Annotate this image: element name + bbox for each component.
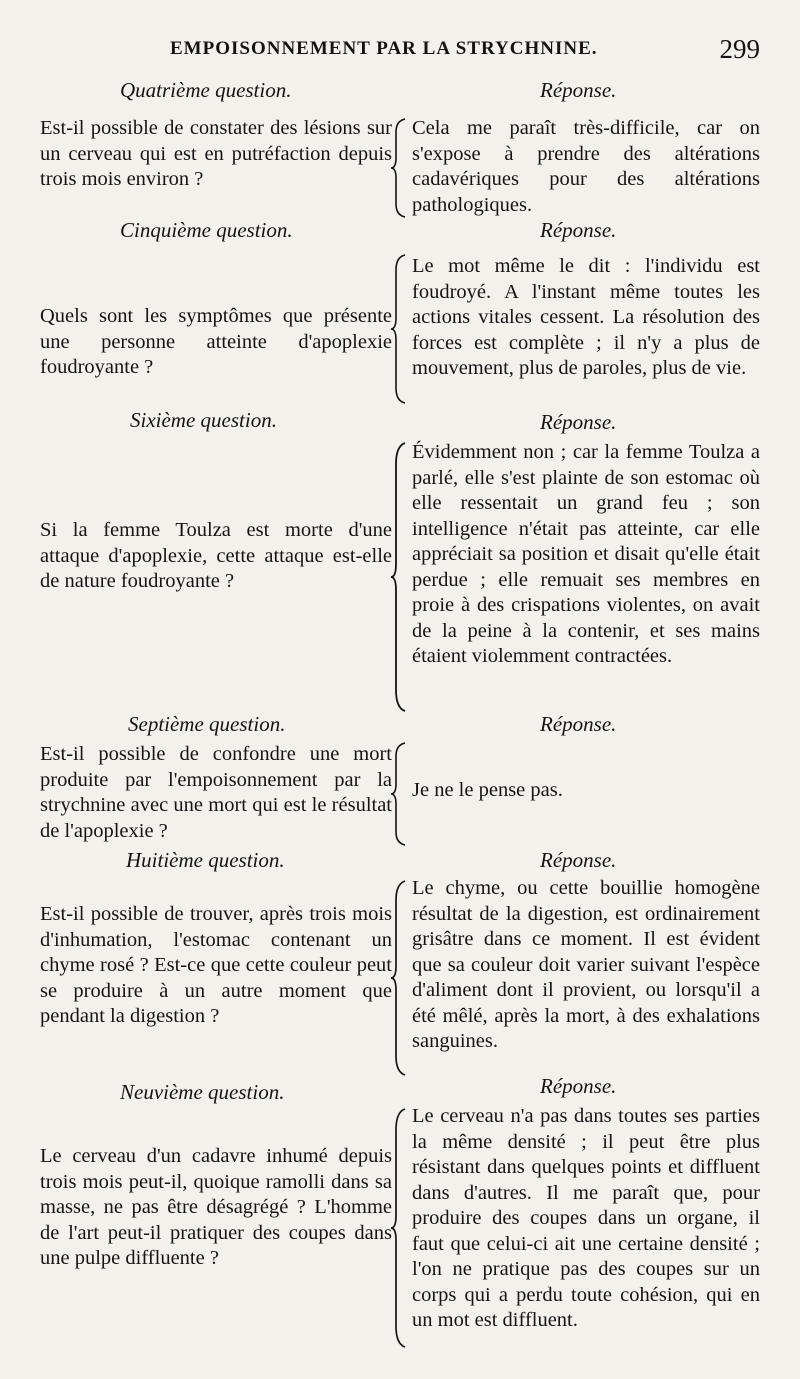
answer-text: Cela me paraît très-difficile, car on s'expose à prendre des altérations cadavériques pour des altérations pathologiques.	[412, 117, 760, 216]
brace	[390, 742, 408, 846]
response-label: Réponse.	[540, 712, 617, 736]
question-label: Sixième question.	[130, 408, 277, 432]
question-label: Neuvième question.	[120, 1080, 285, 1104]
question-text: Est-il possible de constater des lésions sur un cerveau qui est en putréfaction depuis trois mois environ ?	[40, 117, 392, 190]
brace	[390, 880, 408, 1076]
response-label: Réponse.	[540, 848, 617, 872]
question-text: Si la femme Toulza est morte d'une attaque d'apoplexie, cette attaque est-elle de nature foudroyante ?	[40, 519, 392, 592]
page-header	[40, 34, 760, 70]
brace	[390, 118, 408, 218]
response-label: Réponse.	[540, 410, 617, 434]
question-text: Le cerveau d'un cadavre inhumé depuis trois mois peut-il, quoique ramolli dans sa masse, ne pas être désagrégé ? L'homme de l'art peut-il pratiquer des coupes dans une pulpe diffluente ?	[40, 1145, 392, 1269]
answer-text: Évidemment non ; car la femme Toulza a parlé, elle s'est plainte de son estomac où elle ressentait un grand feu ; son intelligence n'était pas atteinte, car elle appréciait sa position et disait qu'elle était perdue ; elle remuait ses membres en proie à des crispations violentes, on avait de la peine à la contenir, et ses mains étaient violemment contractées.	[412, 441, 760, 667]
answer-text: Le cerveau n'a pas dans toutes ses parties la même densité ; il peut être plus résistant dans quelques points et diffluent dans d'autres. Il me paraît que, pour produire des coupes dans un organe, il faut que celui-ci ait une certaine densité ; l'on ne pratique pas des coupes sur un corps qui a perdu toute cohésion, qui en un mot est diffluent.	[412, 1105, 760, 1331]
question-label: Huitième question.	[126, 848, 285, 872]
response-label: Réponse.	[540, 1074, 617, 1098]
answer-text: Le mot même le dit : l'individu est foudroyé. A l'instant même toutes les actions vitales cessent. La résolution des forces est complète ; il n'y a plus de mouvement, plus de paroles, plus de vie.	[412, 255, 760, 379]
question-label: Septième question.	[128, 712, 286, 736]
question-label: Cinquième question.	[120, 218, 293, 242]
question-text: Quels sont les symptômes que présente une personne atteinte d'apoplexie foudroyante ?	[40, 305, 392, 378]
question-text: Est-il possible de confondre une mort produite par l'empoisonnement par la strychnine avec une mort qui est le résultat de l'apoplexie ?	[40, 743, 392, 842]
brace	[390, 442, 408, 712]
running-title: EMPOISONNEMENT PAR LA STRYCHNINE.	[170, 38, 598, 59]
answer-text: Le chyme, ou cette bouillie homogène résultat de la digestion, est ordinairement grisâtre dans ce moment. Il est évident que sa couleur doit varier suivant l'espèce d'aliment dont il provient, ou lorsqu'il a été mêlé, après la mort, à des exhalations sanguines.	[412, 877, 760, 1052]
brace	[390, 254, 408, 404]
question-text: Est-il possible de trouver, après trois mois d'inhumation, l'estomac contenant un chyme rosé ? Est-ce que cette couleur peut se produire à un autre moment que pendant la digestion ?	[40, 903, 392, 1027]
response-label: Réponse.	[540, 78, 617, 102]
question-label: Quatrième question.	[120, 78, 292, 102]
page-number: 299	[719, 34, 760, 64]
brace	[390, 1108, 408, 1348]
response-label: Réponse.	[540, 218, 617, 242]
answer-text: Je ne le pense pas.	[412, 779, 563, 801]
